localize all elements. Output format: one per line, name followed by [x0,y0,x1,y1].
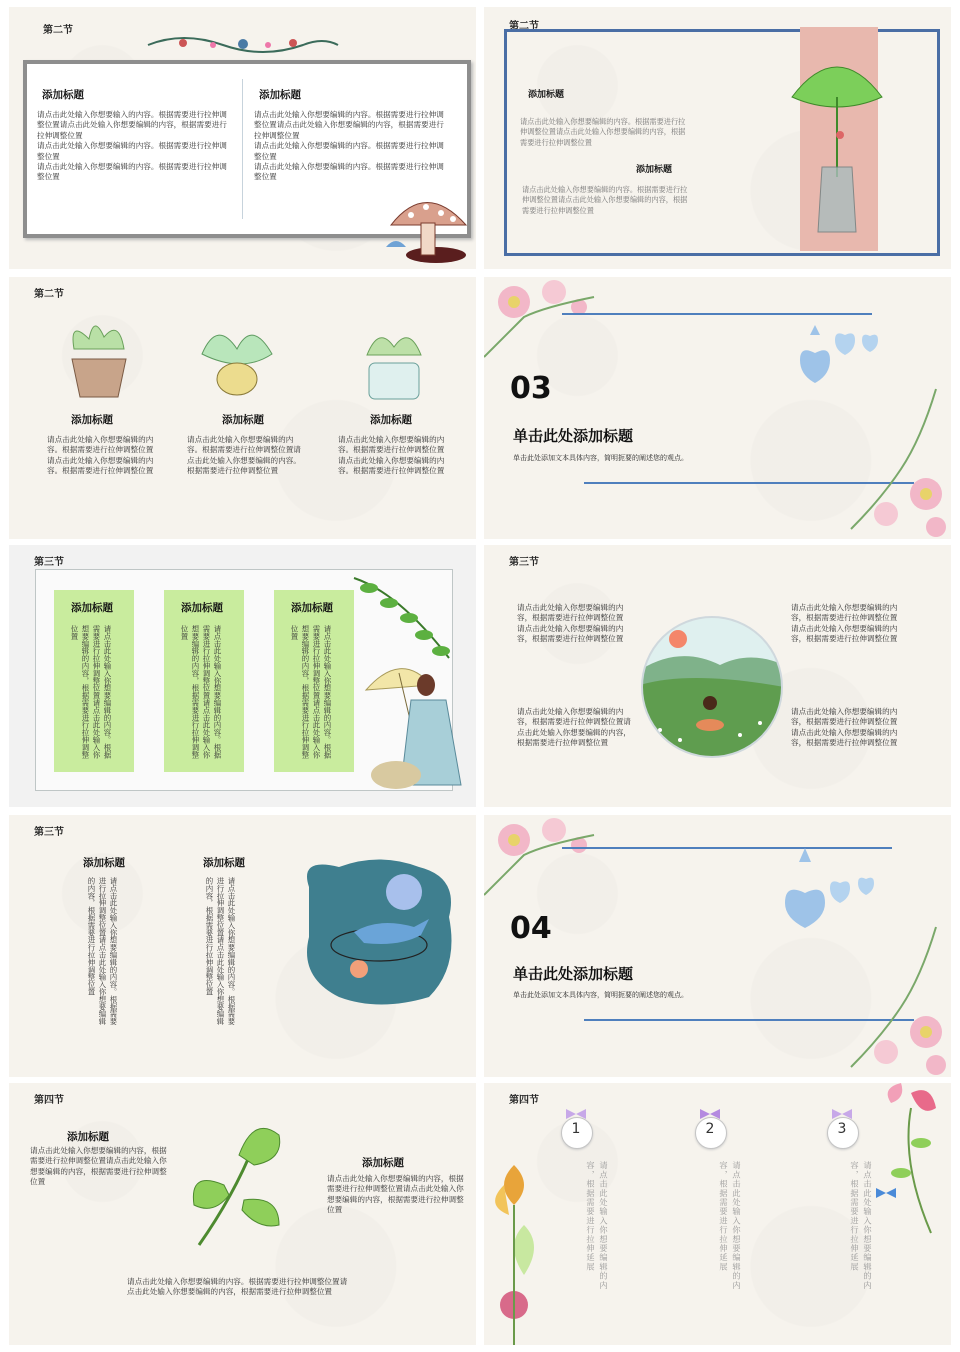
section-label: 第二节 [509,21,539,32]
potted-plant-3-icon [359,325,429,405]
heading-1: 添加标题 [67,1131,109,1143]
section-label: 第三节 [509,557,539,568]
slide-1 [9,7,476,269]
heading-1: 添加标题 [83,857,125,869]
slide-8 [484,815,951,1077]
heading-2: 添加标题 [203,857,245,869]
section-number: 04 [510,911,552,946]
text-3: 请点击此处输入你想要编辑的内容，根据需要进行拉伸延展 [850,1161,873,1290]
section-label: 第三节 [34,557,64,568]
section-label: 第四节 [509,1095,539,1106]
slide-subtitle: 单击此处添加文本具体内容，简明扼要的阐述您的观点。 [513,991,688,999]
text-3: 请点击此处输入你想要编辑的内容。根据需要进行拉伸调整位置请点击此处输入你想要编辑的内容，根据需要进行拉伸调整位置 [290,625,332,759]
heading-2: 添加标题 [222,414,264,426]
section-label: 第二节 [43,25,73,36]
text-right: 请点击此处输入你想要编辑的内容。根据需要进行拉伸调整位置请点击此处输入你想要编辑的内容，根据需要进行拉伸调整位置 请点击此处输入你想要编辑的内容。根据需要进行拉伸调整位置 请点击此处输入你想要编辑的内容。根据需要进行拉伸调整位置 [254,110,444,182]
heading-2: 添加标题 [181,602,223,614]
bow-icon [832,1109,852,1119]
heading-2: 添加标题 [362,1157,404,1169]
text-bottom-left: 请点击此处输入你想要编辑的内容，根据需要进行拉伸调整位置请点击此处输入你想要编辑的内容，根据需要进行拉伸调整位置 [517,707,631,748]
text-1: 请点击此处输入你想要编辑的内容。根据需要进行拉伸调整位置请点击此处输入你想要编辑的内容，根据需要进行拉伸调整位置 [87,877,118,1025]
text-bottom-right: 请点击此处输入你想要编辑的内容，根据需要进行拉伸调整位置请点击此处输入你想要编辑的内容，根据需要进行拉伸调整位置 [791,707,898,748]
text-2: 请点击此处输入你想要编辑的内容。根据需要进行拉伸调整位置请点击此处输入你想要编辑的内容。根据需要进行拉伸调整位置 [187,435,301,476]
leaf-bottle-illustration [782,57,892,237]
dolphin-space-illustration [299,857,459,1007]
text-left: 请点击此处输入你想要输入的内容。根据需要进行拉伸调整位置请点击此处输入你想要编辑的内容，根据需要进行拉伸调整位置 请点击此处输入你想要编辑的内容。根据需要进行拉伸调整位置 请点击此处输入你想要编辑的内容。根据需要进行拉伸调整位置 [37,110,227,182]
heading-left: 添加标题 [42,89,84,101]
flower-right-illustration [871,1083,951,1243]
text-3: 请点击此处输入你想要编辑的内容。根据需要进行拉伸调整位置请点击此处输入你想要编辑的内容。根据需要进行拉伸调整位置 [338,435,445,476]
text-2: 请点击此处输入你想要编辑的内容。根据需要进行拉伸调整位置请点击此处输入你想要编辑的内容，根据需要进行拉伸调整位置 [205,877,236,1025]
section-label: 第四节 [34,1095,64,1106]
section-label: 第三节 [34,827,64,838]
text-2: 请点击此处输入你想要编辑的内容，根据需要进行拉伸延展 [719,1161,742,1290]
text-1: 请点击此处输入你想要编辑的内容，根据需要进行拉伸调整位置请点击此处输入你想要编辑的内容，根据需要进行拉伸调整位置 [30,1146,167,1187]
heading-1: 添加标题 [528,90,565,100]
text-top-right: 请点击此处输入你想要编辑的内容，根据需要进行拉伸调整位置请点击此处输入你想要编辑的内容，根据需要进行拉伸调整位置 [791,603,898,644]
slide-title: 单击此处添加标题 [513,427,634,445]
vine-leaves [349,573,459,663]
floral-ornament [143,33,343,55]
text-2: 请点击此处输入你想要编辑的内容。根据需要进行拉伸调整位置请点击此处输入你想要编辑的内容，根据需要进行拉伸调整位置 [522,185,688,215]
text-3: 请点击此处输入你想要编辑的内容。根据需要进行拉伸调整位置请点击此处输入你想要编辑的内容，根据需要进行拉伸调整位置 [127,1277,348,1297]
slide-9 [9,1083,476,1345]
text-1: 请点击此处输入你想要编辑的内容。根据需要进行拉伸调整位置请点击此处输入你想要编辑的内容。根据需要进行拉伸调整位置 [47,435,154,476]
heading-2: 添加标题 [636,165,673,175]
slide-6 [484,545,951,807]
green-leaf-illustration [184,1115,294,1255]
hanging-hearts [780,843,890,928]
potted-plant-1-icon [64,319,134,399]
flower-corner-topleft [484,815,614,925]
girl-umbrella-illustration [361,655,471,805]
section-number: 03 [510,371,552,406]
text-1: 请点击此处输入你想要编辑的内容。根据需要进行拉伸调整位置请点击此处输入你想要编辑的内容，根据需要进行拉伸调整位置 [520,117,686,147]
slide-7 [9,815,476,1077]
flower-corner-bottomright [841,389,951,539]
text-1: 请点击此处输入你想要编辑的内容，根据需要进行拉伸延展 [586,1161,609,1290]
divider [242,79,243,219]
section-label: 第二节 [34,289,64,300]
text-2: 请点击此处输入你想要编辑的内容。根据需要进行拉伸调整位置请点击此处输入你想要编辑的内容，根据需要进行拉伸调整位置 [180,625,222,759]
heading-1: 添加标题 [71,602,113,614]
number-2: 2 [705,1121,715,1137]
text-1: 请点击此处输入你想要编辑的内容。根据需要进行拉伸调整位置请点击此处输入你想要编辑的内容，根据需要进行拉伸调整位置 [70,625,112,759]
number-1: 1 [571,1121,581,1137]
bow-icon [700,1109,720,1119]
slide-3 [9,277,476,539]
text-2: 请点击此处输入你想要编辑的内容，根据需要进行拉伸调整位置请点击此处输入你想要编辑的内容，根据需要进行拉伸调整位置 [327,1174,464,1215]
number-3: 3 [837,1121,847,1137]
heading-3: 添加标题 [370,414,412,426]
bow-icon [566,1109,586,1119]
heading-3: 添加标题 [291,602,333,614]
heading-right: 添加标题 [259,89,301,101]
potted-plant-2-icon [197,319,277,399]
slide-4 [484,277,951,539]
text-top-left: 请点击此处输入你想要编辑的内容，根据需要进行拉伸调整位置请点击此处输入你想要编辑的内容，根据需要进行拉伸调整位置 [517,603,624,644]
heading-1: 添加标题 [71,414,113,426]
flower-corner-bottomright [841,927,951,1077]
meadow-circle-illustration [640,615,784,759]
slide-10 [484,1083,951,1345]
slide-5 [9,545,476,807]
slide-title: 单击此处添加标题 [513,965,634,983]
slide-subtitle: 单击此处添加文本具体内容，简明扼要的阐述您的观点。 [513,454,688,462]
hanging-hearts [790,305,890,385]
mushroom-illustration [381,195,471,265]
slide-2 [484,7,951,269]
